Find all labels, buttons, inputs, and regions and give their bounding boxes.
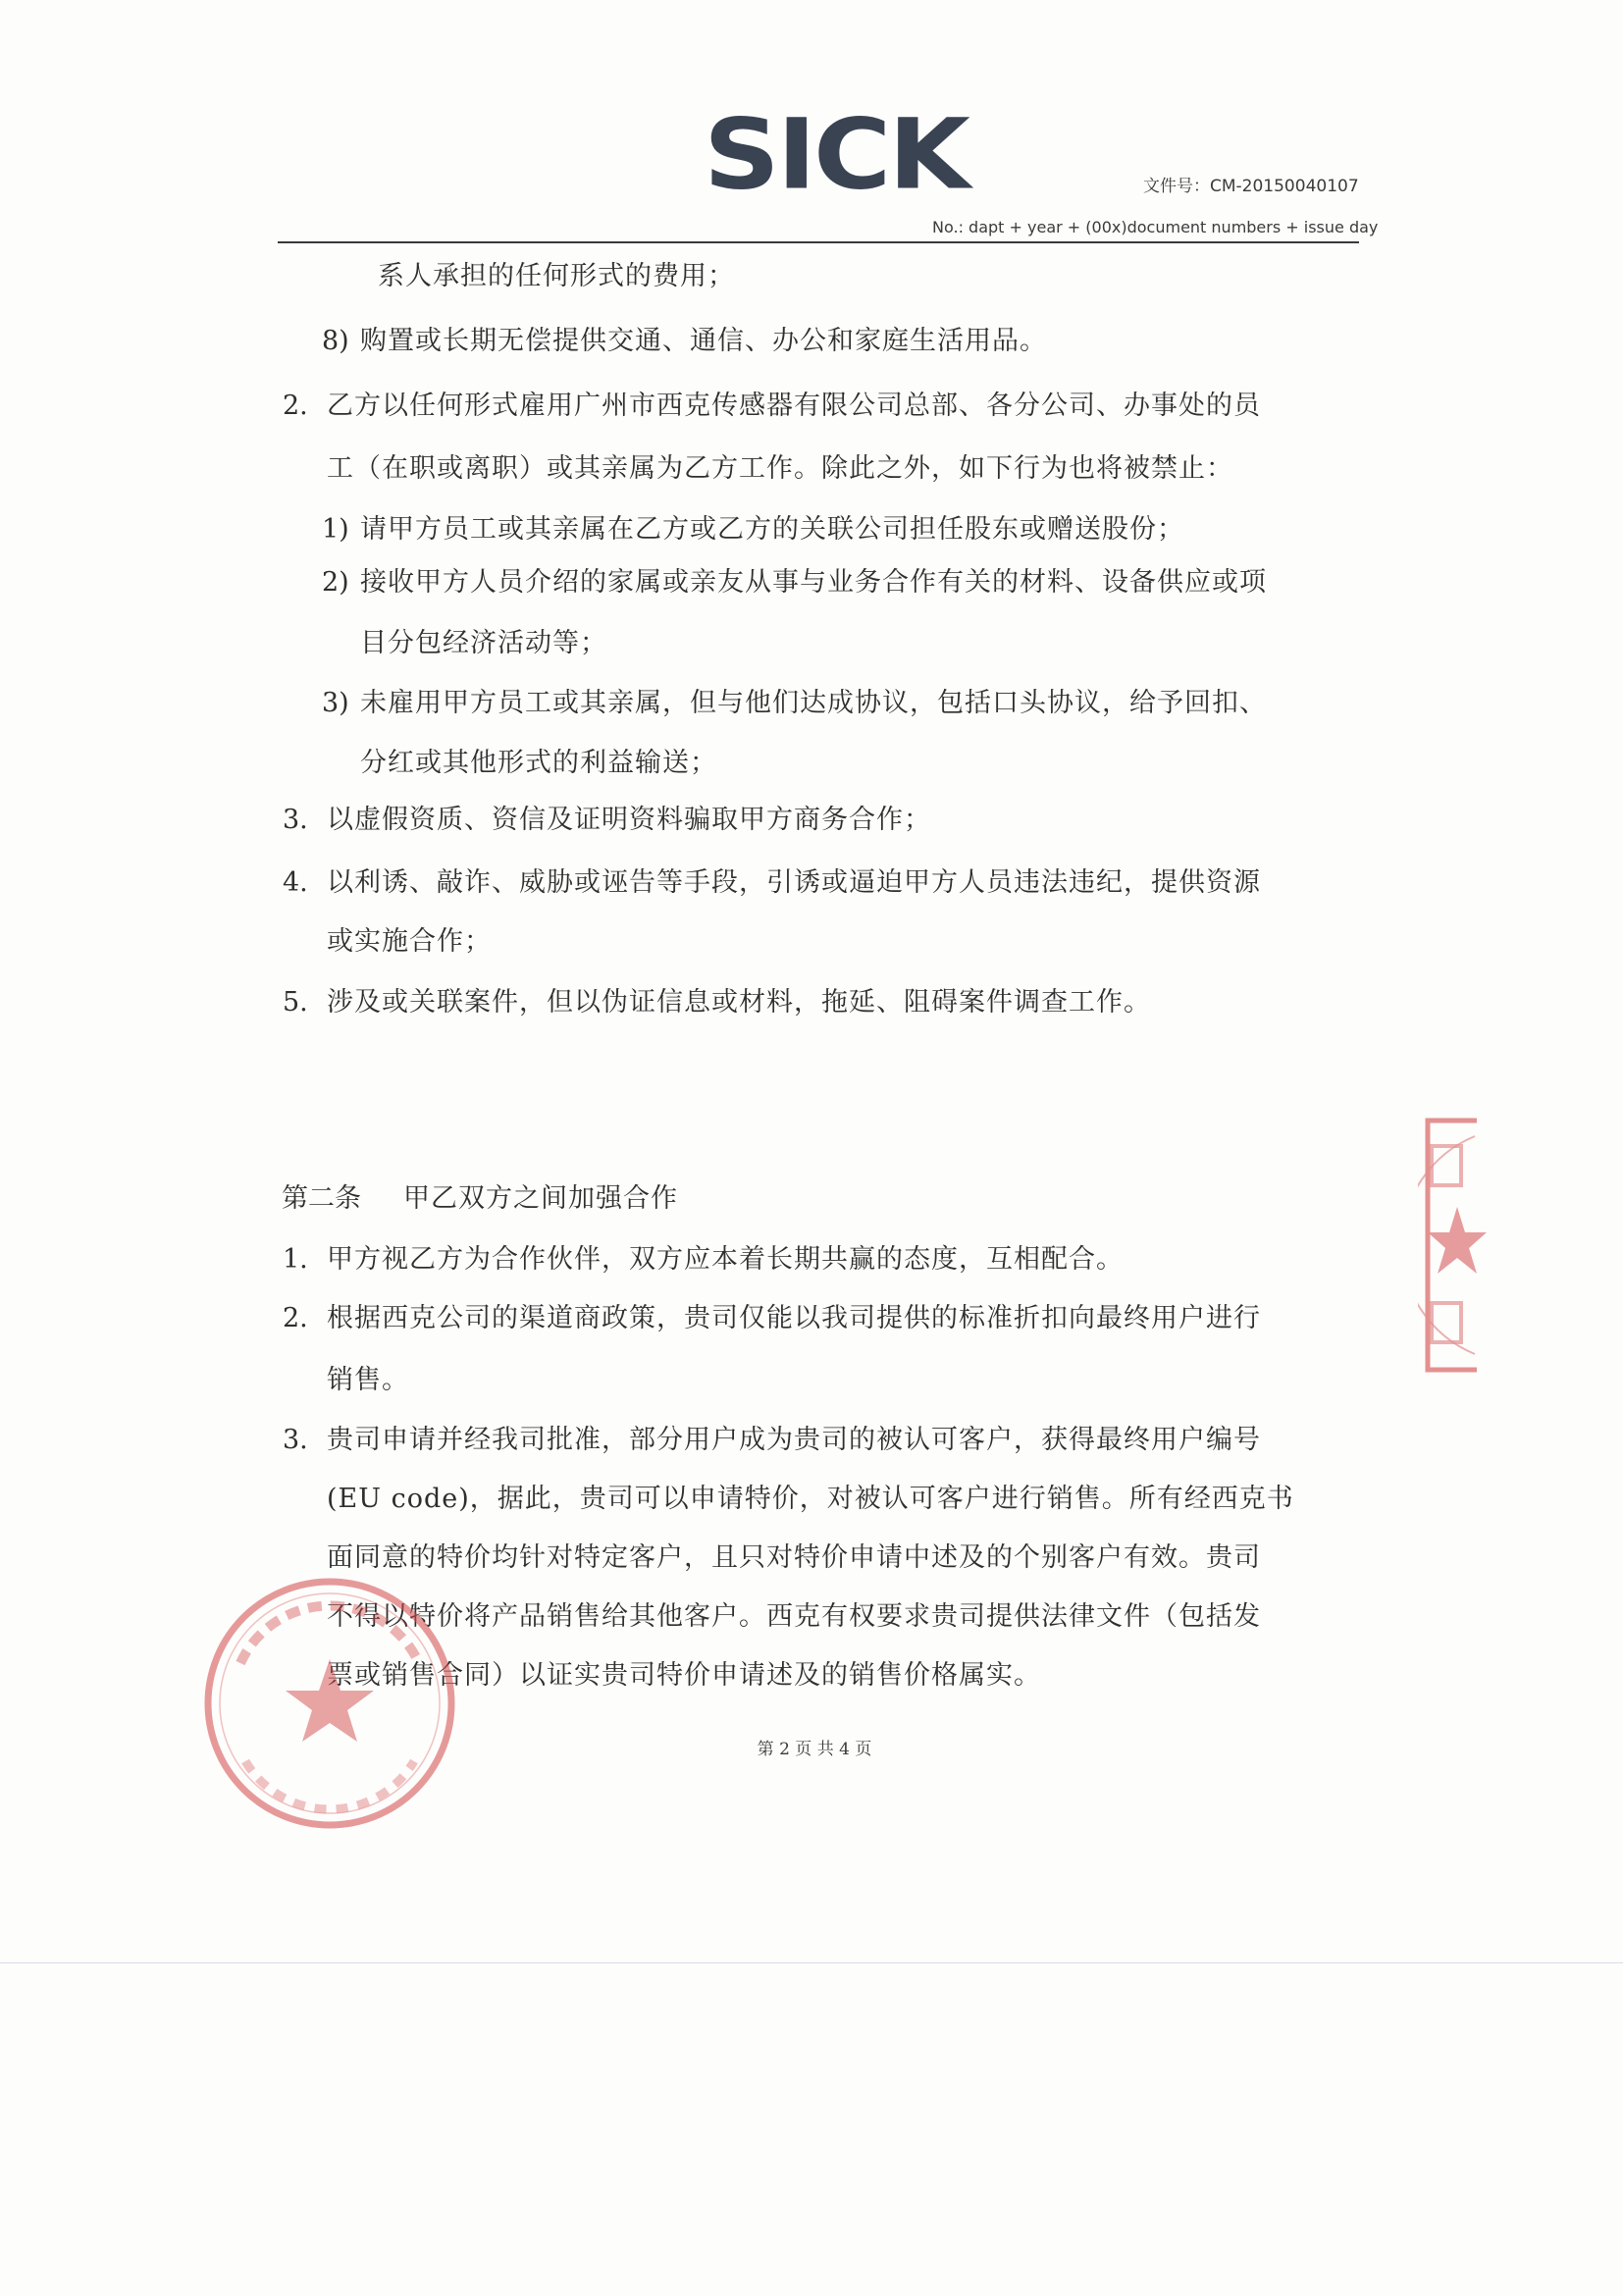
article-number: 第二条 bbox=[282, 1183, 361, 1214]
body-line: 工（在职或离职）或其亲属为乙方工作。除此之外，如下行为也将被禁止： bbox=[327, 453, 1233, 484]
body-line: 分红或其他形式的利益输送； bbox=[360, 748, 717, 778]
body-line: 甲方视乙方为合作伙伴，双方应本着长期共赢的态度，互相配合。 bbox=[327, 1244, 1124, 1275]
article-title: 甲乙双方之间加强合作 bbox=[403, 1183, 678, 1214]
body-line: (EU code)，据此，贵司可以申请特价，对被认可客户进行销售。所有经西克书 bbox=[327, 1484, 1294, 1514]
body-line: 未雇用甲方员工或其亲属，但与他们达成协议，包括口头协议，给予回扣、 bbox=[360, 688, 1267, 718]
body-line: 面同意的特价均针对特定客户，且只对特价申请中述及的个别客户有效。贵司 bbox=[327, 1542, 1261, 1573]
header-rule bbox=[278, 241, 1359, 243]
item-number: 3. bbox=[283, 1425, 308, 1455]
body-line: 请甲方员工或其亲属在乙方或乙方的关联公司担任股东或赠送股份； bbox=[360, 514, 1184, 545]
body-line: 根据西克公司的渠道商政策，贵司仅能以我司提供的标准折扣向最终用户进行 bbox=[327, 1303, 1261, 1333]
item-number: 1) bbox=[322, 514, 349, 545]
body-line: 不得以特价将产品销售给其他客户。西克有权要求贵司提供法律文件（包括发 bbox=[327, 1601, 1261, 1632]
body-line: 购置或长期无偿提供交通、通信、办公和家庭生活用品。 bbox=[360, 326, 1047, 356]
body-line: 以利诱、敲诈、威胁或诬告等手段，引诱或逼迫甲方人员违法违纪，提供资源 bbox=[327, 867, 1261, 898]
page-number: 第 2 页 共 4 页 bbox=[757, 1740, 872, 1759]
partial-seal-icon bbox=[1418, 1117, 1487, 1374]
body-line: 系人承担的任何形式的费用； bbox=[378, 261, 735, 291]
body-line: 以虚假资质、资信及证明资料骗取甲方商务合作； bbox=[327, 805, 931, 835]
document-number: 文件号：CM-20150040107 bbox=[1143, 177, 1359, 196]
scan-edge-line bbox=[0, 1962, 1623, 1963]
item-number: 5. bbox=[283, 987, 308, 1018]
item-number: 3. bbox=[283, 805, 308, 835]
document-number-note: No.: dapt + year + (00x)document numbers + issue day bbox=[932, 218, 1379, 236]
item-number: 2. bbox=[283, 391, 308, 421]
item-number: 1. bbox=[283, 1244, 308, 1275]
item-number: 4. bbox=[283, 867, 308, 898]
body-line: 票或销售合同）以证实贵司特价申请述及的销售价格属实。 bbox=[327, 1660, 1041, 1691]
body-line: 贵司申请并经我司批准，部分用户成为贵司的被认可客户，获得最终用户编号 bbox=[327, 1425, 1261, 1455]
body-line: 目分包经济活动等； bbox=[360, 628, 607, 658]
body-line: 接收甲方人员介绍的家属或亲友从事与业务合作有关的材料、设备供应或项 bbox=[360, 567, 1267, 598]
item-number: 2. bbox=[283, 1303, 308, 1333]
body-line: 乙方以任何形式雇用广州市西克传感器有限公司总部、各分公司、办事处的员 bbox=[327, 391, 1261, 421]
company-seal-icon bbox=[201, 1575, 458, 1832]
sick-logo: SICK bbox=[704, 98, 968, 212]
body-line: 或实施合作； bbox=[327, 926, 492, 957]
item-number: 8) bbox=[322, 326, 349, 356]
body-line: 销售。 bbox=[327, 1365, 409, 1395]
body-line: 涉及或关联案件，但以伪证信息或材料，拖延、阻碍案件调查工作。 bbox=[327, 987, 1151, 1018]
item-number: 2) bbox=[322, 567, 349, 598]
item-number: 3) bbox=[322, 688, 349, 718]
